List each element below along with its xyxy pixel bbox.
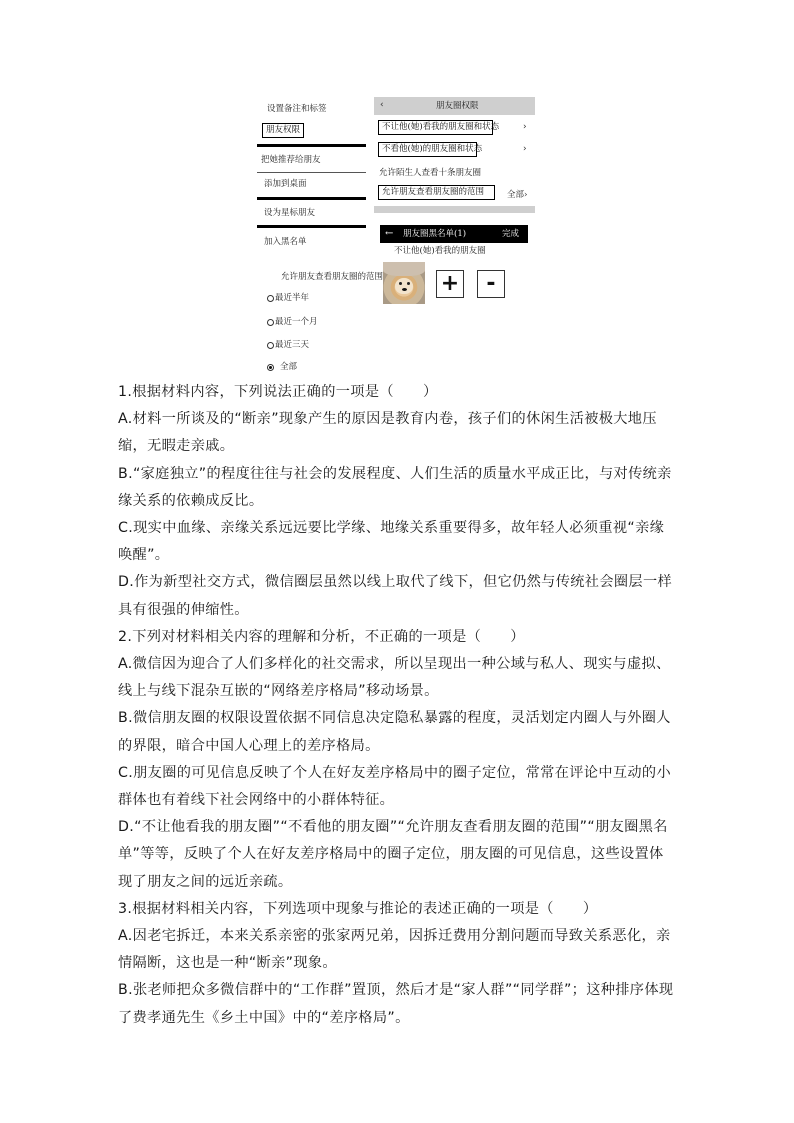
question-2-option-a: A.微信因为迎合了人们多样化的社交需求，所以呈现出一种公域与私人、现实与虚拟、线上与线下混杂互嵌的“网络差序格局”移动场景。: [118, 656, 671, 700]
range-title: 允许朋友查看朋友圈的范围: [281, 272, 384, 282]
radio-half-year[interactable]: [267, 295, 274, 302]
radio-three-days[interactable]: [267, 342, 274, 349]
question-3-stem: 3.根据材料相关内容，下列选项中现象与推论的表述正确的一项是（ ）: [118, 900, 598, 917]
question-1-option-a: A.材料一所谈及的“断亲”现象产生的原因是教育内卷，孩子们的休闲生活被极大地压缩，无暇走亲戚。: [118, 411, 657, 455]
option-all: 全部: [280, 362, 298, 372]
divider: [257, 172, 366, 173]
remove-member-button[interactable]: -: [477, 270, 505, 298]
option-three-days: 最近三天: [275, 340, 310, 350]
chevron-right-icon: ›: [523, 122, 527, 132]
questions-text: [118, 379, 674, 1032]
menu-item-friend-permissions[interactable]: 朋友权限: [262, 123, 304, 138]
option-one-month: 最近一个月: [275, 317, 318, 327]
question-1-option-b: B.“家庭独立”的程度往往与社会的发展程度、人们生活的质量水平成正比，与对传统亲缘关系的依赖成反比。: [118, 465, 672, 509]
radio-one-month[interactable]: [267, 319, 274, 326]
permissions-header: [374, 97, 535, 115]
question-1-option-d: D.作为新型社交方式，微信圈层虽然以线上取代了线下，但它仍然与传统社会圈层一样具有很强的伸缩性。: [118, 574, 673, 618]
question-1-option-c: C.现实中血缘、亲缘关系远远要比学缘、地缘关系重要得多，故年轻人必须重视“亲缘唤醒”。: [118, 520, 665, 564]
divider: [257, 144, 366, 147]
blacklist-header: [380, 225, 528, 243]
divider: [257, 225, 366, 228]
row-hide-my-moments[interactable]: 不让他(她)看我的朋友圈和状态: [378, 120, 493, 135]
done-button[interactable]: 完成: [502, 229, 520, 239]
divider: [257, 197, 366, 200]
blacklist-subtitle: 不让他(她)看我的朋友圈: [394, 246, 486, 256]
back-icon[interactable]: ‹: [380, 100, 384, 110]
row-stranger-ten-posts[interactable]: 允许陌生人查看十条朋友圈: [379, 168, 482, 178]
question-3-option-a: A.因老宅拆迁，本来关系亲密的张家两兄弟，因拆迁费用分割问题而导致关系恶化，亲情隔断，这也是一种“断亲”现象。: [118, 928, 671, 972]
contact-avatar[interactable]: [383, 262, 425, 304]
menu-item-recommend[interactable]: 把她推荐给朋友: [261, 155, 321, 165]
menu-item-add-desktop[interactable]: 添加到桌面: [264, 179, 307, 189]
range-value[interactable]: 全部›: [507, 190, 528, 200]
question-2-stem: 2.下列对材料相关内容的理解和分析，不正确的一项是（ ）: [118, 628, 525, 645]
radio-all[interactable]: [267, 364, 274, 371]
menu-item-blacklist[interactable]: 加入黑名单: [264, 237, 307, 247]
back-arrow-icon[interactable]: ←: [385, 228, 394, 239]
menu-item-star-friend[interactable]: 设为星标朋友: [264, 208, 316, 218]
add-member-button[interactable]: +: [436, 270, 464, 298]
blacklist-title: 朋友圈黑名单(1): [403, 229, 467, 239]
menu-item-remark-tags[interactable]: 设置备注和标签: [267, 104, 327, 114]
row-hide-their-moments[interactable]: 不看他(她)的朋友圈和状态: [378, 142, 477, 157]
question-2-option-c: C.朋友圈的可见信息反映了个人在好友差序格局中的圈子定位，常常在评论中互动的小群体也有着线下社会网络中的小群体特征。: [118, 764, 672, 809]
permissions-title: 朋友圈权限: [436, 101, 479, 111]
wechat-settings-figure: [255, 95, 540, 375]
question-1-stem: 1.根据材料内容，下列说法正确的一项是（ ）: [118, 384, 438, 400]
question-2-option-d: D.“不让他看我的朋友圈”“不看他的朋友圈”“允许朋友查看朋友圈的范围”“朋友圈黑名单”等等，反映了个人在好友差序格局中的圈子定位，朋友圈的可见信息，这些设置体现了朋友之间的远近亲疏。: [118, 819, 668, 890]
chevron-right-icon: ›: [523, 144, 527, 154]
question-2-option-b: B.微信朋友圈的权限设置依据不同信息决定隐私暴露的程度，灵活划定内圈人与外圈人的界限，暗合中国人心理上的差序格局。: [118, 710, 671, 754]
option-half-year: 最近半年: [275, 293, 310, 303]
question-3-option-b: B.张老师把众多微信群中的“工作群”置顶，然后才是“家人群”“同学群”；这种排序体现了费孝通先生《乡土中国》中的“差序格局”。: [118, 982, 674, 1026]
divider: [374, 206, 535, 213]
row-friend-visible-range[interactable]: 允许朋友查看朋友圈的范围: [378, 185, 495, 200]
